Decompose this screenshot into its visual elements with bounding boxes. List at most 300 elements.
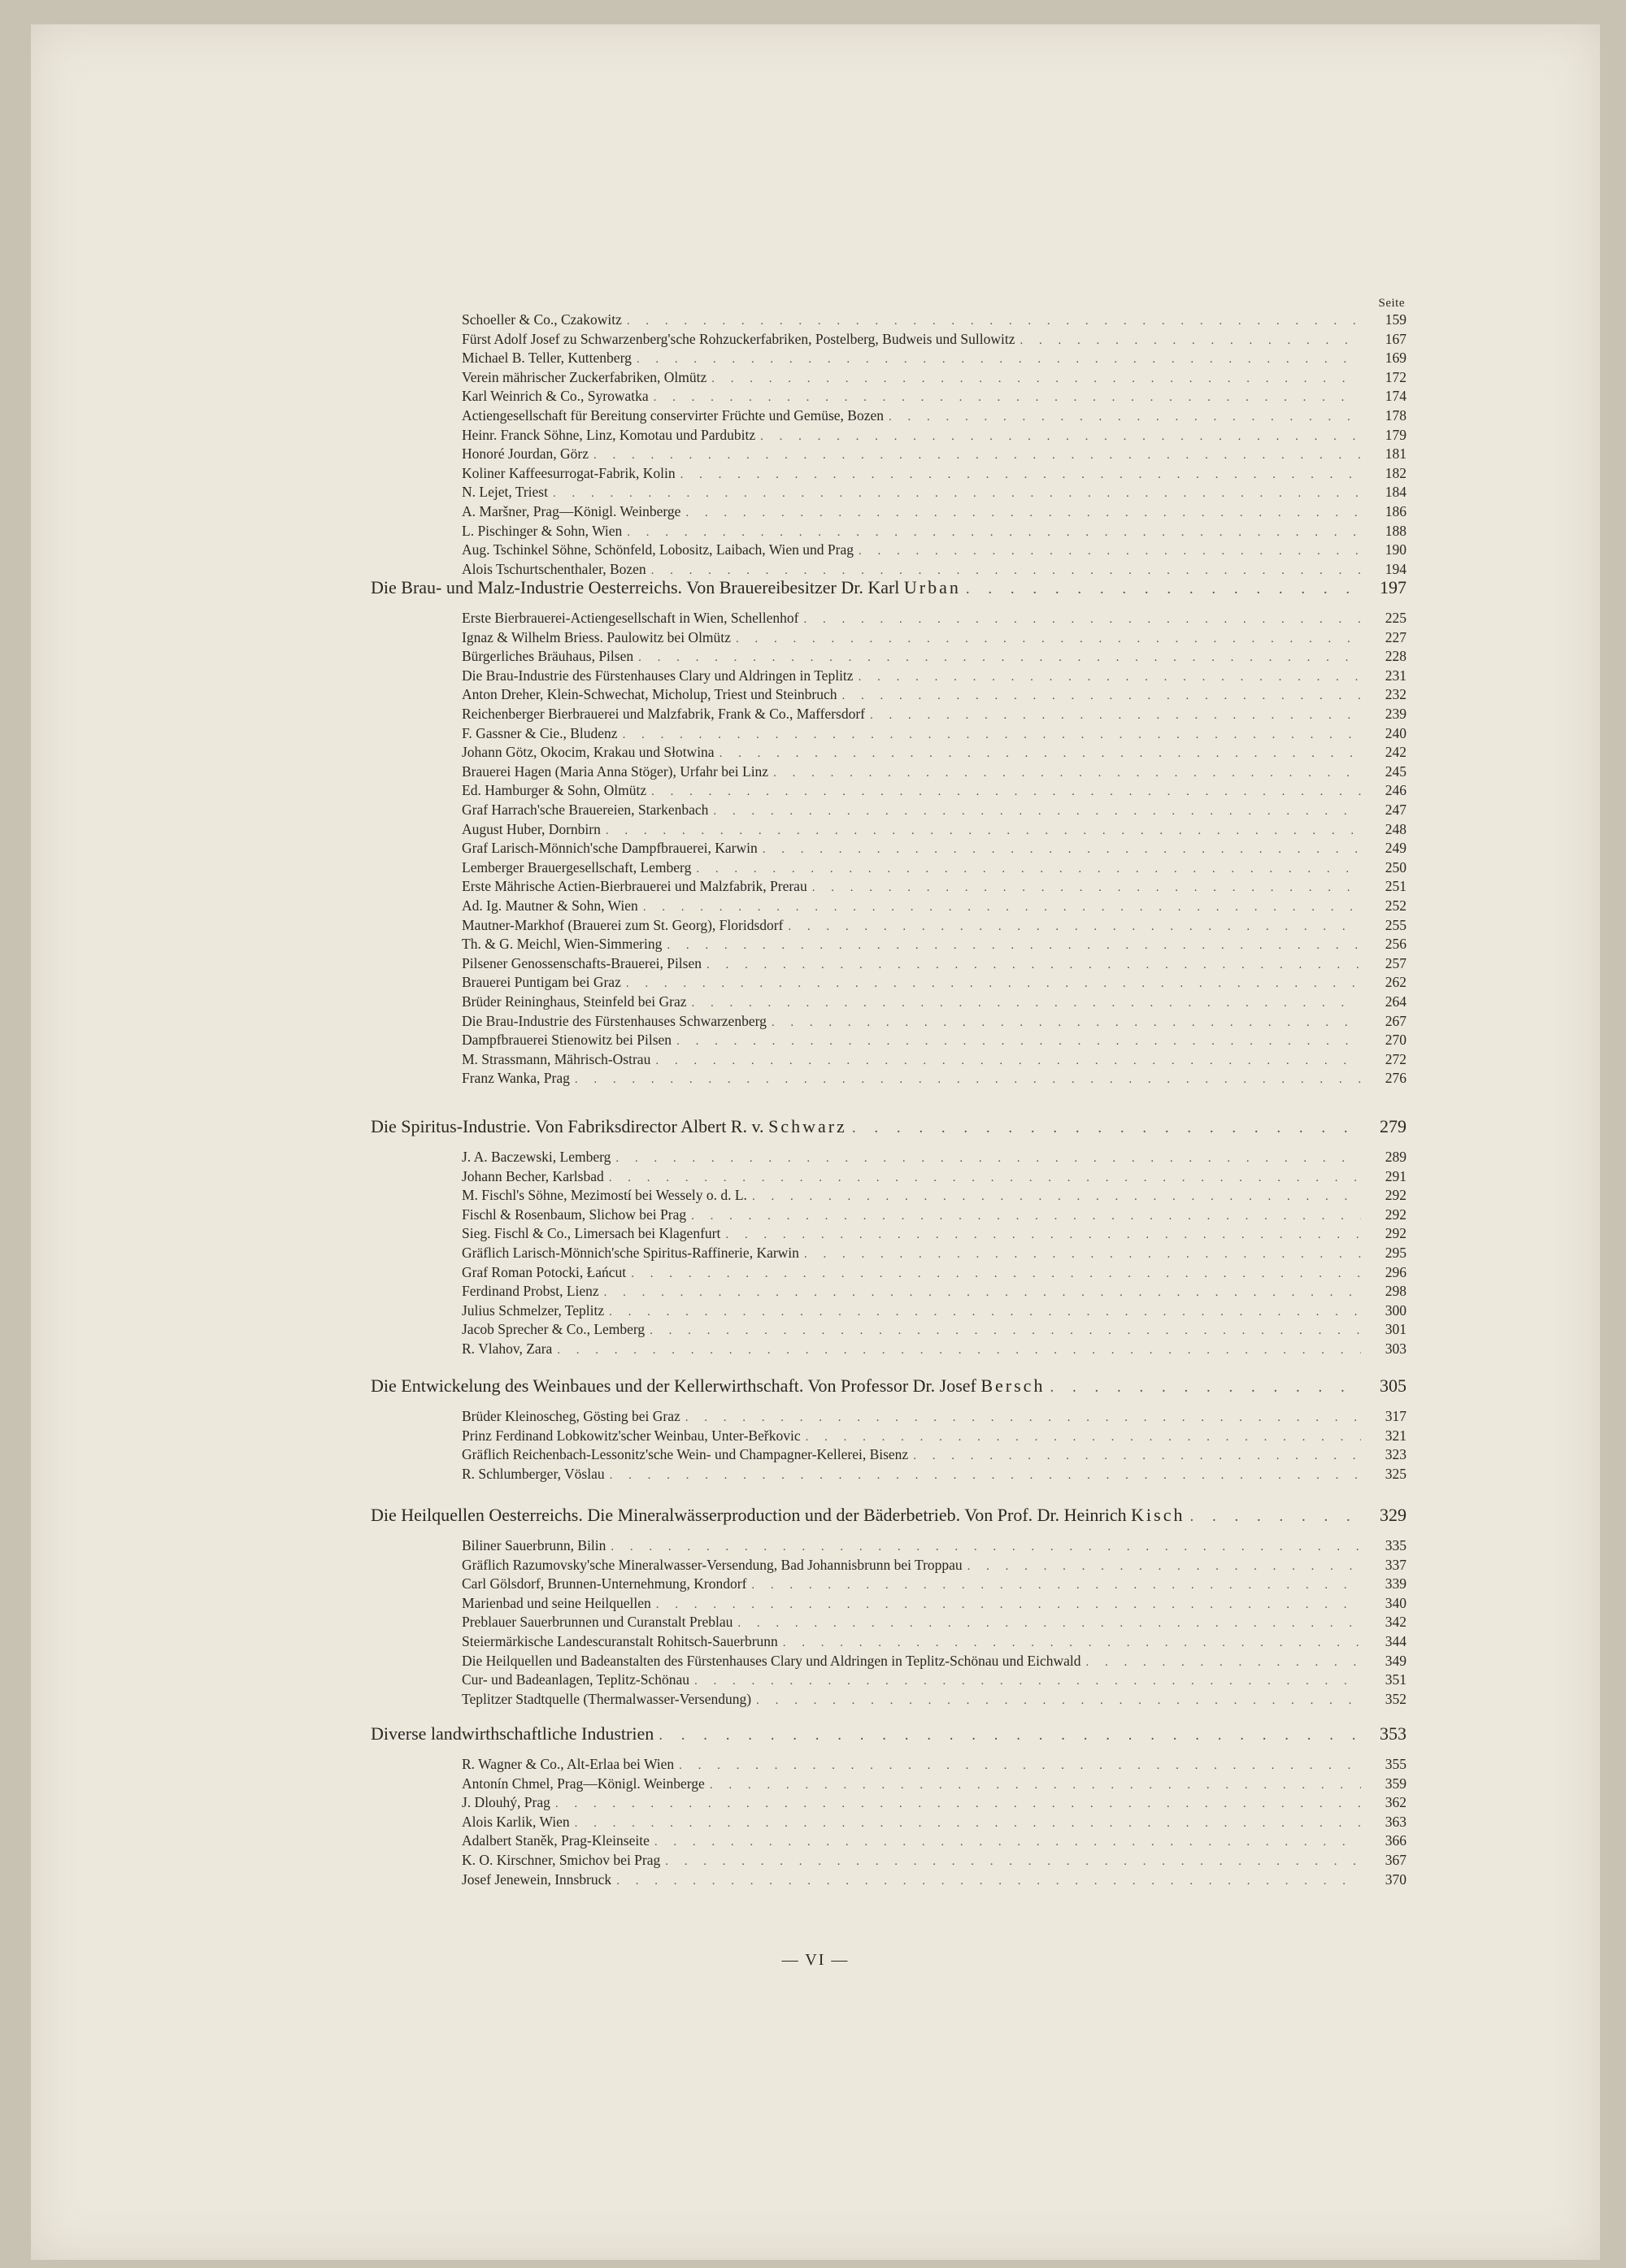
- title-text: Koliner Kaffeesurrogat-Fabrik, Kolin: [462, 464, 676, 481]
- entry-title: [462, 974, 621, 991]
- dot-leader: [852, 1119, 1361, 1137]
- title-text: Franz Wanka, Prag: [462, 1070, 570, 1087]
- section-title: [371, 1505, 1185, 1526]
- entry-title: [462, 1832, 650, 1849]
- page-ref: 367: [1385, 1852, 1406, 1868]
- section-heading: [371, 1723, 1406, 1748]
- title-text: Cur- und Badeanlagen, Teplitz-Schönau: [462, 1671, 689, 1688]
- entry-title: [462, 1264, 626, 1281]
- title-text: Ignaz & Wilhelm Briess. Paulowitz bei Olmütz: [462, 628, 731, 645]
- page-ref: 257: [1385, 954, 1406, 971]
- toc-entry: [462, 1225, 1406, 1245]
- entry-title: [462, 561, 646, 578]
- title-text: Antonín Chmel, Prag—Königl. Weinberge: [462, 1775, 705, 1792]
- toc-entry: [462, 974, 1406, 993]
- title-text: Die Brau- und Malz-Industrie Oesterreichs. Von Brauereibesitzer Dr. Karl: [371, 577, 900, 597]
- page-ref: 256: [1385, 936, 1406, 953]
- page-ref: 227: [1385, 628, 1406, 645]
- page-ref: 174: [1385, 388, 1406, 405]
- title-text: Sieg. Fischl & Co., Limersach bei Klagenfurt: [462, 1225, 721, 1242]
- page-ref: 363: [1385, 1813, 1406, 1830]
- title-text: Johann Götz, Okocim, Krakau und Słotwina: [462, 744, 715, 761]
- toc-entry: [462, 1168, 1406, 1188]
- title-text: Graf Roman Potocki, Łańcut: [462, 1263, 627, 1280]
- page-ref: 272: [1385, 1050, 1406, 1067]
- page-ref: 339: [1385, 1575, 1406, 1592]
- dot-leader: [710, 1779, 1361, 1792]
- toc-entry: [462, 1794, 1406, 1814]
- entry-title: [462, 465, 676, 482]
- page-ref: 246: [1385, 782, 1406, 799]
- dot-leader: [691, 1210, 1361, 1223]
- dot-leader: [659, 1727, 1361, 1744]
- toc-entry: [462, 350, 1406, 369]
- title-text: Verein mährischer Zuckerfabriken, Olmütz: [462, 368, 707, 385]
- page-ref: 159: [1385, 311, 1406, 328]
- entry-title: [462, 1206, 686, 1223]
- entry-title: [462, 993, 687, 1010]
- toc-entry: [462, 1302, 1406, 1322]
- toc-entry: [462, 1187, 1406, 1206]
- toc-entry: [462, 369, 1406, 389]
- page-ref: 342: [1385, 1614, 1406, 1631]
- toc-entry: [462, 993, 1406, 1013]
- toc-entry: [462, 1466, 1406, 1485]
- toc-entry: [462, 667, 1406, 687]
- toc-entry: [462, 1070, 1406, 1089]
- title-text: R. Wagner & Co., Alt-Erlaa bei Wien: [462, 1756, 675, 1772]
- dot-leader: [692, 997, 1361, 1010]
- page-ref: 255: [1385, 916, 1406, 933]
- dot-leader: [623, 728, 1361, 742]
- page-ref: 188: [1385, 522, 1406, 539]
- page-ref: 248: [1385, 820, 1406, 837]
- entry-title: [462, 955, 702, 972]
- toc-entry: [462, 1775, 1406, 1795]
- page-ref: 295: [1385, 1245, 1406, 1261]
- dot-leader: [772, 1016, 1361, 1030]
- dot-leader: [606, 824, 1361, 838]
- title-text: Preblauer Sauerbrunnen und Curanstalt Preblau: [462, 1614, 733, 1631]
- toc-entry: [462, 1633, 1406, 1653]
- dot-leader: [751, 1579, 1361, 1592]
- entry-title: [462, 407, 884, 424]
- page-ref: 292: [1385, 1206, 1406, 1223]
- entry-title: [462, 1168, 604, 1185]
- dot-leader: [967, 1560, 1361, 1574]
- dot-leader: [637, 353, 1361, 367]
- title-text: A. Maršner, Prag—Königl. Weinberge: [462, 503, 681, 519]
- dot-leader: [804, 1248, 1361, 1262]
- page-ref: 239: [1385, 706, 1406, 722]
- dot-leader: [609, 1171, 1361, 1185]
- entry-title: [462, 1595, 651, 1612]
- entry-title: [462, 821, 601, 838]
- section-heading: [371, 1505, 1406, 1529]
- dot-leader: [609, 1306, 1361, 1319]
- toc-entry: [462, 840, 1406, 859]
- toc-entry: [462, 763, 1406, 783]
- page-ref: 292: [1385, 1225, 1406, 1242]
- toc-entry: [462, 1283, 1406, 1302]
- page-ref: 251: [1385, 878, 1406, 895]
- dot-leader: [610, 1469, 1361, 1483]
- toc-entry: [462, 686, 1406, 706]
- toc-entry: [462, 1537, 1406, 1557]
- dot-leader: [627, 315, 1361, 328]
- dot-leader: [1020, 334, 1361, 348]
- title-text: Fischl & Rosenbaum, Slichow bei Prag: [462, 1206, 687, 1223]
- toc-entry: [462, 1653, 1406, 1672]
- entry-title: [462, 1149, 611, 1166]
- title-text: Alois Tschurtschenthaler, Bozen: [462, 560, 646, 577]
- title-text: Gräflich Reichenbach-Lessonitz'sche Wein- und Champagner-Kellerei, Bisenz: [462, 1446, 909, 1463]
- dot-leader: [1085, 1656, 1361, 1670]
- page-ref: 359: [1385, 1775, 1406, 1792]
- toc-entry: [462, 1832, 1406, 1852]
- title-text: Marienbad und seine Heilquellen: [462, 1594, 651, 1611]
- entry-title: [462, 1302, 604, 1319]
- page-ref: 242: [1385, 744, 1406, 761]
- dot-leader: [553, 487, 1361, 501]
- toc-entry: [462, 610, 1406, 629]
- dot-leader: [763, 843, 1361, 857]
- entry-title: [462, 1691, 751, 1708]
- entry-title: [462, 427, 755, 444]
- section-heading: [371, 1375, 1406, 1400]
- author-name: Bersch: [980, 1375, 1046, 1396]
- dot-leader: [737, 1617, 1361, 1631]
- title-text: Michael B. Teller, Kuttenberg: [462, 350, 632, 367]
- title-text: Alois Karlik, Wien: [462, 1813, 570, 1830]
- dot-leader: [736, 632, 1361, 646]
- dot-leader: [713, 805, 1361, 819]
- section-heading: [371, 577, 1406, 602]
- page-ref: 172: [1385, 368, 1406, 385]
- toc-entry: [462, 465, 1406, 484]
- entry-title: [462, 1852, 660, 1869]
- title-text: J. A. Baczewski, Lemberg: [462, 1149, 611, 1165]
- title-text: Biliner Sauerbrunn, Bilin: [462, 1537, 606, 1553]
- entry-title: [462, 1187, 747, 1204]
- entry-title: [462, 1871, 611, 1888]
- page-ref: 249: [1385, 840, 1406, 857]
- page-column-header: Seite: [1378, 297, 1405, 310]
- title-text: Pilsener Genossenschafts-Brauerei, Pilsen: [462, 954, 702, 971]
- dot-leader: [806, 1431, 1361, 1445]
- toc-entry: [462, 936, 1406, 955]
- toc-entry: [462, 1614, 1406, 1633]
- toc-entry: [462, 541, 1406, 561]
- dot-leader: [627, 526, 1361, 540]
- dot-leader: [966, 580, 1361, 598]
- entry-title: [462, 706, 865, 723]
- entry-title: [462, 878, 807, 895]
- toc-entry: [462, 1691, 1406, 1710]
- dot-leader: [870, 709, 1361, 723]
- author-name: Schwarz: [768, 1116, 847, 1136]
- toc-entry: [462, 1149, 1406, 1168]
- dot-leader: [656, 1598, 1361, 1612]
- page-ref: 366: [1385, 1832, 1406, 1849]
- dot-leader: [604, 1286, 1361, 1300]
- entry-title: [462, 1427, 801, 1445]
- entry-title: [462, 725, 618, 742]
- dot-leader: [685, 1411, 1361, 1425]
- dot-leader: [1050, 1379, 1361, 1397]
- entry-title: [462, 503, 680, 520]
- page-ref: 250: [1385, 858, 1406, 875]
- page-ref: 344: [1385, 1633, 1406, 1649]
- title-text: Graf Larisch-Mönnich'sche Dampfbrauerei, Karwin: [462, 840, 758, 857]
- toc-entry: [462, 427, 1406, 446]
- section-heading: [371, 1116, 1406, 1141]
- entry-title: [462, 1756, 674, 1773]
- page-ref: 252: [1385, 897, 1406, 914]
- entry-title: [462, 1794, 550, 1811]
- page-ref: 292: [1385, 1187, 1406, 1204]
- title-text: Karl Weinrich & Co., Syrowatka: [462, 388, 649, 405]
- entry-title: [462, 686, 837, 703]
- page-ref: 325: [1385, 1465, 1406, 1482]
- page-ref: 167: [1385, 330, 1406, 347]
- title-text: Dampfbrauerei Stienowitz bei Pilsen: [462, 1032, 672, 1049]
- title-text: Anton Dreher, Klein-Schwechat, Micholup, Triest und Steinbruch: [462, 686, 837, 703]
- title-text: Johann Becher, Karlsbad: [462, 1167, 604, 1184]
- dot-leader: [631, 1267, 1361, 1281]
- entry-title: [462, 1653, 1080, 1670]
- title-text: Th. & G. Meichl, Wien-Simmering: [462, 936, 663, 953]
- page-ref: 323: [1385, 1446, 1406, 1463]
- dot-leader: [651, 785, 1361, 799]
- toc-entry: [462, 897, 1406, 917]
- dot-leader: [626, 977, 1361, 991]
- entry-title: [462, 523, 622, 540]
- title-text: Ed. Hamburger & Sohn, Olmütz: [462, 782, 647, 799]
- title-text: Teplitzer Stadtquelle (Thermalwasser-Versendung): [462, 1690, 752, 1707]
- title-text: Actiengesellschaft für Bereitung conservirter Früchte und Gemüse, Bozen: [462, 407, 884, 424]
- page-ref: 329: [1380, 1505, 1406, 1525]
- title-text: Josef Jenewein, Innsbruck: [462, 1870, 612, 1888]
- entry-title: [462, 1408, 680, 1425]
- title-text: Die Heilquellen und Badeanstalten des Fürstenhauses Clary und Aldringen in Teplitz-Schönau und Eichwald: [462, 1652, 1081, 1669]
- entry-title: [462, 859, 691, 876]
- page-ref: 353: [1380, 1723, 1406, 1744]
- title-text: Fürst Adolf Josef zu Schwarzenberg'sche Rohzuckerfabriken, Postelberg, Budweis und Sullowitz: [462, 330, 1015, 347]
- title-text: Erste Mährische Actien-Bierbrauerei und Malzfabrik, Prerau: [462, 878, 807, 895]
- page-ref: 232: [1385, 686, 1406, 703]
- title-text: Gräflich Razumovsky'sche Mineralwasser-Versendung, Bad Johannisbrunn bei Troppau: [462, 1556, 963, 1573]
- toc-entry: [462, 1446, 1406, 1466]
- entry-title: [462, 331, 1015, 348]
- title-text: Reichenberger Bierbrauerei und Malzfabrik, Frank & Co., Maffersdorf: [462, 706, 865, 722]
- page-ref: 186: [1385, 503, 1406, 519]
- dot-leader: [725, 1228, 1361, 1242]
- toc-entry: [462, 1595, 1406, 1614]
- toc-entry: [462, 1671, 1406, 1691]
- entry-title: [462, 369, 706, 386]
- dot-leader: [676, 1035, 1361, 1049]
- entry-title: [462, 802, 708, 819]
- title-text: Heinr. Franck Söhne, Linz, Komotau und Pardubitz: [462, 426, 756, 443]
- title-text: Brüder Kleinoscheg, Gösting bei Graz: [462, 1408, 680, 1424]
- page-ref: 291: [1385, 1167, 1406, 1184]
- page-ref: 335: [1385, 1537, 1406, 1553]
- title-text: Honoré Jourdan, Görz: [462, 445, 589, 463]
- entry-title: [462, 1032, 672, 1049]
- page-ref: 317: [1385, 1408, 1406, 1424]
- entry-title: [462, 897, 638, 915]
- toc-entry: [462, 1575, 1406, 1595]
- page-ref: 178: [1385, 407, 1406, 424]
- page-ref: 289: [1385, 1149, 1406, 1165]
- toc-entry: [462, 1408, 1406, 1427]
- dot-leader: [773, 767, 1361, 780]
- page-ref: 352: [1385, 1690, 1406, 1707]
- title-text: Aug. Tschinkel Söhne, Schönfeld, Lobositz, Laibach, Wien und Prag: [462, 541, 854, 558]
- dot-leader: [859, 671, 1361, 684]
- dot-leader: [694, 1675, 1361, 1688]
- section-title: [371, 1116, 847, 1137]
- entry-title: [462, 917, 783, 934]
- entry-title: [462, 1051, 650, 1068]
- entry-title: [462, 667, 854, 684]
- page-ref: 296: [1385, 1263, 1406, 1280]
- dot-leader: [555, 1797, 1361, 1811]
- toc-entry: [462, 821, 1406, 841]
- toc-entry: [462, 1557, 1406, 1576]
- dot-leader: [760, 430, 1361, 444]
- title-text: Ad. Ig. Mautner & Sohn, Wien: [462, 897, 638, 914]
- dot-leader: [842, 689, 1361, 703]
- toc-entry: [462, 1245, 1406, 1264]
- title-text: Die Entwickelung des Weinbaues und der Kellerwirthschaft. Von Professor Dr. Josef: [371, 1375, 976, 1396]
- entry-title: [462, 744, 715, 761]
- dot-leader: [643, 901, 1361, 915]
- dot-leader: [1189, 1508, 1361, 1526]
- toc-entry: [462, 802, 1406, 821]
- title-text: Schoeller & Co., Czakowitz: [462, 311, 622, 328]
- page-ref: 225: [1385, 610, 1406, 626]
- title-text: Prinz Ferdinand Lobkowitz'scher Weinbau, Unter-Beřkovic: [462, 1427, 801, 1444]
- entry-title: [462, 936, 662, 953]
- title-text: Brüder Reininghaus, Steinfeld bei Graz: [462, 993, 687, 1010]
- entry-title: [462, 610, 798, 627]
- entry-title: [462, 1633, 778, 1650]
- entry-title: [462, 1537, 606, 1554]
- dot-leader: [680, 468, 1361, 482]
- entry-title: [462, 1775, 705, 1792]
- section-title: [371, 577, 961, 598]
- page-ref: 182: [1385, 464, 1406, 481]
- entry-title: [462, 782, 646, 799]
- toc-entry: [462, 1427, 1406, 1447]
- dot-leader: [803, 613, 1361, 627]
- entry-title: [462, 1225, 720, 1242]
- page-ref: 279: [1380, 1116, 1406, 1136]
- dot-leader: [783, 1636, 1361, 1650]
- page-ref: 264: [1385, 993, 1406, 1010]
- section-title: [371, 1375, 1045, 1397]
- toc-entry: [462, 1852, 1406, 1871]
- dot-leader: [654, 391, 1361, 405]
- page-ref: 321: [1385, 1427, 1406, 1444]
- page-ref: 228: [1385, 648, 1406, 665]
- dot-leader: [667, 939, 1361, 953]
- toc-entry: [462, 503, 1406, 523]
- toc-entry: [462, 1814, 1406, 1833]
- entry-title: [462, 1321, 645, 1338]
- page-ref: 340: [1385, 1594, 1406, 1611]
- title-text: N. Lejet, Triest: [462, 484, 548, 501]
- title-text: M. Fischl's Söhne, Mezimostí bei Wessely o. d. L.: [462, 1187, 747, 1204]
- title-text: Jacob Sprecher & Co., Lemberg: [462, 1321, 646, 1338]
- page-ref: 349: [1385, 1652, 1406, 1669]
- title-text: Lemberger Brauergesellschaft, Lemberg: [462, 858, 692, 875]
- title-text: Die Spiritus-Industrie. Von Fabriksdirector Albert R. v.: [371, 1116, 764, 1136]
- title-text: Brauerei Hagen (Maria Anna Stöger), Urfahr bei Linz: [462, 763, 769, 780]
- toc-entry: [462, 523, 1406, 542]
- entry-title: [462, 1614, 733, 1631]
- dot-leader: [665, 1855, 1361, 1869]
- dot-leader: [711, 372, 1361, 386]
- entry-title: [462, 541, 854, 558]
- toc-entry: [462, 782, 1406, 802]
- toc-entry: [462, 407, 1406, 427]
- page-ref: 337: [1385, 1556, 1406, 1573]
- toc-entry: [462, 706, 1406, 725]
- dot-leader: [685, 506, 1361, 520]
- title-text: K. O. Kirschner, Smichov bei Prag: [462, 1852, 661, 1868]
- entry-title: [462, 763, 768, 780]
- toc-entry: [462, 859, 1406, 879]
- title-text: Ferdinand Probst, Lienz: [462, 1283, 599, 1300]
- title-text: August Huber, Dornbirn: [462, 820, 601, 837]
- author-name: Kisch: [1131, 1505, 1185, 1525]
- dot-leader: [655, 1054, 1361, 1068]
- dot-leader: [696, 862, 1361, 876]
- page-ref: 303: [1385, 1340, 1406, 1357]
- page-ref: 301: [1385, 1321, 1406, 1338]
- dot-leader: [812, 881, 1361, 895]
- page-ref: 305: [1380, 1375, 1406, 1396]
- title-text: M. Strassmann, Mährisch-Ostrau: [462, 1050, 651, 1067]
- title-text: Brauerei Puntigam bei Graz: [462, 974, 621, 991]
- dot-leader: [575, 1817, 1361, 1831]
- dot-leader: [651, 564, 1361, 578]
- title-text: Die Brau-Industrie des Fürstenhauses Clary und Aldringen in Teplitz: [462, 667, 854, 684]
- entry-title: [462, 388, 649, 405]
- title-text: L. Pischinger & Sohn, Wien: [462, 522, 623, 539]
- dot-leader: [616, 1875, 1361, 1888]
- page-ref: 184: [1385, 484, 1406, 501]
- title-text: Erste Bierbrauerei-Actiengesellschaft in Wien, Schellenhof: [462, 610, 799, 626]
- page-ref: 190: [1385, 541, 1406, 558]
- entry-title: [462, 445, 589, 463]
- toc-entry: [462, 1206, 1406, 1226]
- page-ref: 300: [1385, 1301, 1406, 1319]
- title-text: Mautner-Markhof (Brauerei zum St. Georg), Floridsdorf: [462, 916, 784, 933]
- entry-title: [462, 1245, 799, 1262]
- page-ref: 351: [1385, 1671, 1406, 1688]
- dot-leader: [575, 1073, 1361, 1087]
- toc-entry: [462, 1340, 1406, 1360]
- section-title: [371, 1723, 654, 1744]
- entry-title: [462, 1557, 963, 1574]
- dot-leader: [889, 411, 1361, 424]
- entry-title: [462, 1446, 908, 1463]
- dot-leader: [593, 449, 1361, 463]
